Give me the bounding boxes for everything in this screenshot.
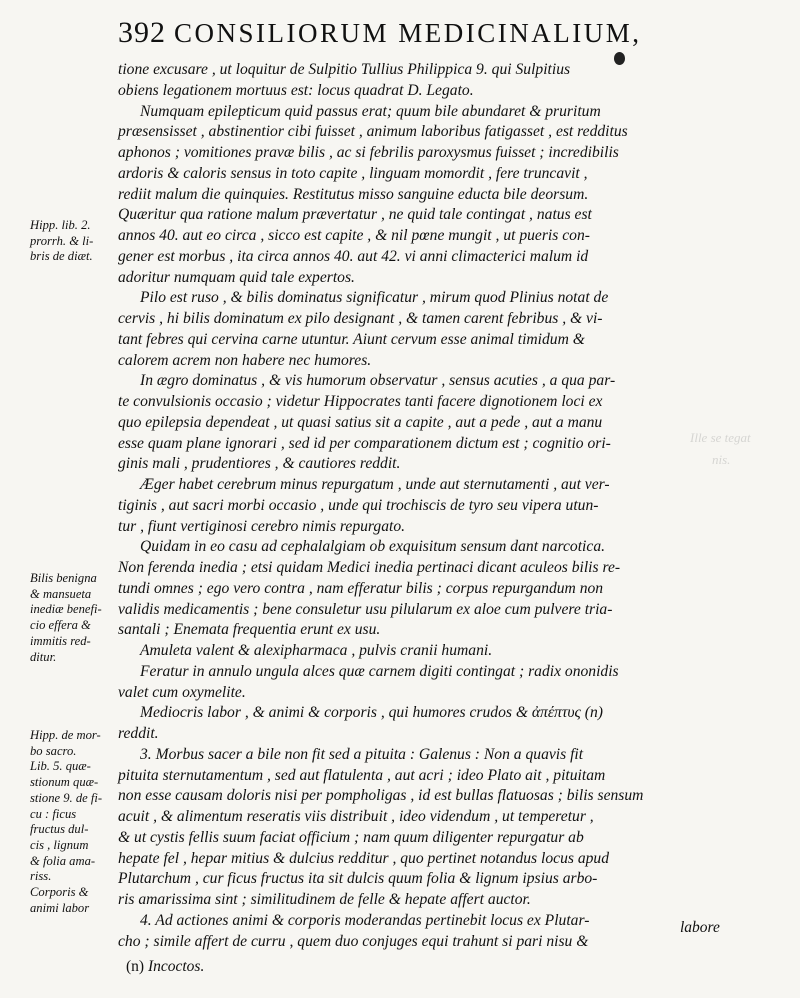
margin-note-line: bris de diæt. — [30, 249, 93, 264]
footnote-marker: (n) — [126, 958, 145, 975]
text-line: aphonos ; vomitiones pravæ bilis , ac si febrilis paroxysmus fuisset ; incredibilis — [118, 144, 619, 161]
text-line: acuit , & alimentum reseratis viis distribuit , ideo videndum , ut temperetur , — [118, 808, 594, 825]
text-line: calorem acrem non habere nec humores. — [118, 351, 372, 369]
margin-note-line: immitis red- — [30, 633, 91, 648]
margin-note-line: & folia ama- — [30, 853, 96, 868]
margin-note-line: cu : ficus — [30, 806, 77, 821]
margin-note — [30, 571, 116, 665]
margin-note-line: Lib. 5. quæ- — [30, 759, 91, 774]
text-line: In ægro dominatus , & vis humorum observatur , sensus acuties , a qua par- — [140, 372, 616, 390]
text-line: ardoris & caloris sensus in toto capite , linguam momordit , fere truncavit , — [118, 164, 588, 182]
text-line: valet cum oxymelite. — [118, 683, 246, 701]
text-line: 3. Morbus sacer a bile non fit sed a pituita : Galenus : Non a quavis fit — [140, 745, 584, 763]
text-line: reddit. — [118, 725, 159, 742]
text-line: non esse causam doloris nisi per pompholigas , id est bullas flatuosas ; bilis sensum — [118, 787, 644, 805]
text-line: ginis mali , prudentiores , & cautiores reddit. — [118, 455, 401, 473]
text-line: esse quam plane ignorari , sed id per comparationem dictum est ; cognitio ori- — [118, 434, 611, 452]
margin-note-line: stionum quæ- — [30, 775, 99, 790]
text-line: pituita sternutamentum , sed aut flatulenta , aut acri ; ideo Plato ait , pituitam — [118, 766, 606, 784]
running-title: CONSILIORUM MEDICINALIUM, — [174, 18, 642, 48]
text-line: tiginis , aut sacri morbi occasio , unde qui trochiscis de tyro seu vipera utun- — [118, 496, 599, 514]
text-line: tundi omnes ; ego vero contra , nam efferatur bilis ; corpus repurgandum non — [118, 579, 604, 597]
text-line: te convulsionis occasio ; videtur Hippocrates tanti facere dignotionem loci ex — [118, 393, 603, 410]
text-line: & ut cystis fellis suum faciat officium ; nam quum diligenter repurgatur ab — [118, 828, 584, 846]
text-line: Pilo est ruso , & bilis dominatus significatur , mirum quod Plinius notat de — [140, 289, 609, 307]
margin-note-line: Hipp. lib. 2. — [30, 218, 91, 232]
text-line: hepate fel , hepar mitius & dulcius redditur , quo pertinet notandus locus apud — [118, 849, 610, 867]
text-line: adoritur numquam quid tale expertos. — [118, 268, 355, 286]
margin-note — [30, 218, 116, 265]
catchword: labore — [680, 919, 720, 936]
margin-note-line: bo sacro. — [30, 743, 77, 758]
margin-note-line: animi labor — [30, 900, 90, 915]
text-line: validis medicamentis ; bene consuletur usu pilularum ex aloe cum pulvere tria- — [118, 600, 613, 618]
text-line: cho ; simile affert de curru , quem duo conjuges equi trahunt si pari nisu & — [118, 932, 589, 950]
text-line: obiens legationem mortuus est: locus quadrat D. Legato. — [118, 81, 474, 99]
margin-note-line: Corporis & — [30, 885, 89, 900]
text-line: Quæritur qua ratione malum prævertatur , ne quid tale contingat , natus est — [118, 206, 592, 224]
margin-note-line: fructus dul- — [30, 822, 89, 837]
text-line: Quidam in eo casu ad cephalalgiam ob exquisitum sensum dant narcotica. — [140, 538, 606, 556]
margin-note-line: cio effera & — [30, 618, 91, 633]
margin-note-line: & mansueta — [30, 586, 92, 601]
text-line: tur , fiunt vertiginosi cerebro nimis repurgato. — [118, 517, 406, 535]
text-line: santali ; Enemata frequentia erunt ex usu. — [118, 621, 381, 639]
margin-note-line: cis , lignum — [30, 837, 89, 852]
text-line: cervis , hi bilis dominatum ex pilo designant , & tamen carent febribus , & vi- — [118, 310, 603, 327]
body-text — [118, 60, 710, 952]
bleed-through-text: nis. — [712, 452, 731, 467]
bleed-through-text: Ille se tegat — [690, 430, 751, 445]
text-line: Non ferenda inedia ; etsi quidam Medici inedia pertinaci dicant aculeos bilis re- — [118, 559, 621, 576]
footnote-text: Incoctos. — [147, 958, 205, 975]
margin-note-line: inediæ benefi- — [30, 602, 102, 617]
text-line: tant febres qui cervina carne utuntur. Aiunt cervum esse animal timidum & — [118, 330, 585, 348]
text-line: Plutarchum , cur ficus fructus ita sit dulcis quum folia & lignum ipsius arbo- — [118, 870, 598, 888]
margin-note-line: riss. — [30, 869, 52, 884]
text-line: Numquam epilepticum quid passus erat; quum bile abundaret & pruritum — [140, 102, 601, 120]
margin-note-line: Bilis benigna — [30, 571, 97, 585]
text-line: annos 40. aut eo circa , sicco est capite , & nil pœne mungit , ut pueris con- — [118, 227, 590, 244]
text-line: tione excusare , ut loquitur de Sulpitio Tullius Philippica 9. qui Sulpitius — [118, 61, 571, 78]
text-line: Amuleta valent & alexipharmaca , pulvis cranii humani. — [140, 642, 493, 659]
text-line: Æger habet cerebrum minus repurgatum , unde aut sternutamenti , aut ver- — [140, 476, 610, 493]
footnote — [126, 958, 204, 976]
text-line: 4. Ad actiones animi & corporis moderandas pertinebit locus ex Plutar- — [140, 911, 590, 929]
margin-note-line: stione 9. de fi- — [30, 790, 103, 805]
text-line: quo epilepsia dependeat , ut quasi satius sit a capite , aut a pede , aut a manu — [118, 413, 603, 431]
margin-note-line: ditur. — [30, 649, 57, 664]
page-number: 392 — [118, 16, 166, 49]
text-line: rediit malum die quinquies. Restitutus misso sanguine educta bile deorsum. — [118, 185, 589, 203]
text-line: gener est morbus , ita circa annos 40. aut 42. vi anni climacterici malum id — [118, 247, 589, 265]
text-line: ris amarissima sint ; similitudinem de felle & hepate affert auctor. — [118, 891, 531, 908]
text-line: Mediocris labor , & animi & corporis , qui humores crudos & ἀπέπτυς (n) — [140, 704, 603, 722]
margin-note-line: prorrh. & li- — [30, 233, 94, 248]
margin-note-line: Hipp. de mor- — [30, 728, 101, 742]
text-line: Feratur in annulo ungula alces quæ carnem digiti contingat ; radix ononidis — [140, 662, 619, 680]
margin-note — [30, 728, 116, 916]
text-line: præsensisset , abstinentior cibi fuisset , animum laboribus fatigasset , est redditus — [118, 123, 628, 141]
